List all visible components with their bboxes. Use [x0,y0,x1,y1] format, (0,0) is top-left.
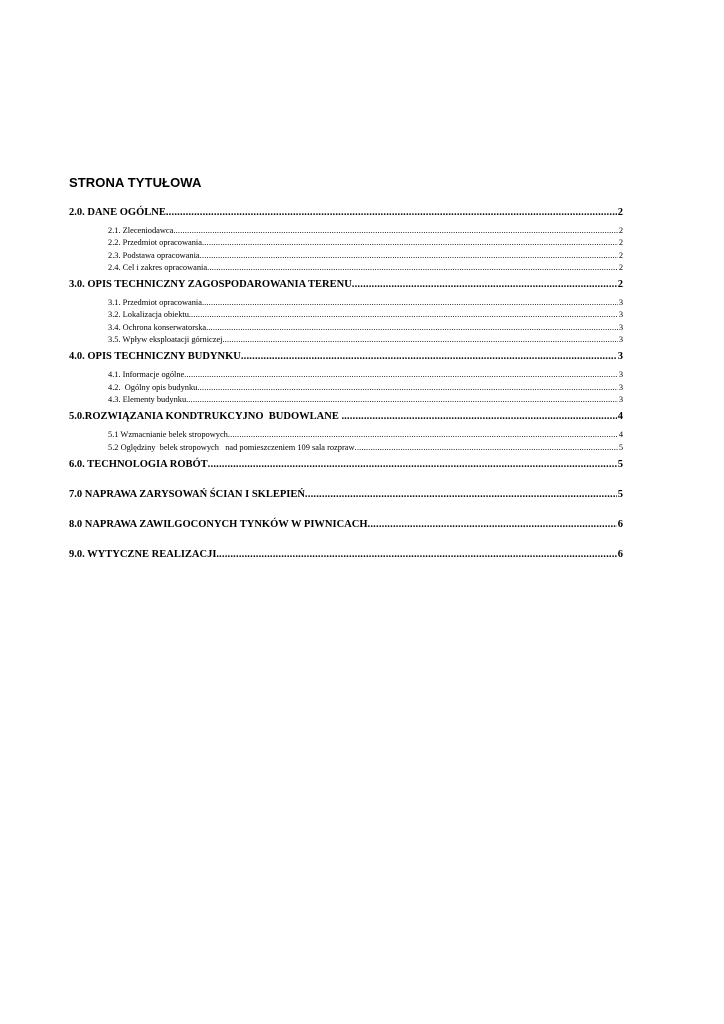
toc-item-label: 5.1 Wzmacnianie belek stropowych [108,430,228,440]
toc-page-number: 4 [618,430,623,440]
toc-item-label: 3.2. Lokalizacja obiektu. [108,310,192,320]
toc-section-6[interactable] [69,457,623,473]
toc-section-label: 8.0 NAPRAWA ZAWILGOCONYCH TYNKÓW W PIWNICACH [69,518,368,530]
toc-page-number: 2 [618,262,623,272]
toc-section-3[interactable] [69,277,623,293]
toc-item-4-1[interactable] [69,369,623,381]
dot-leader [173,225,617,237]
toc-item-2-2[interactable] [69,237,623,249]
toc-page-number: 6 [617,548,623,560]
dot-leader [219,547,617,563]
toc-item-5-2[interactable] [69,442,623,454]
dot-leader [208,457,617,473]
toc-page-number: 2 [618,238,623,248]
toc-section-label: 2.0. DANE OGÓLNE [69,207,166,218]
table-of-contents [69,205,623,563]
toc-section-9[interactable] [69,547,623,563]
dot-leader [197,382,617,394]
toc-page-number: 4 [617,411,623,423]
toc-item-label: 3.4. Ochrona konserwatorska. [108,322,209,332]
dot-leader [225,334,618,346]
toc-item-2-3[interactable] [69,250,623,262]
dot-leader [355,442,618,454]
dot-leader [191,309,618,321]
toc-section-5[interactable] [69,409,623,425]
dot-leader [204,297,618,309]
toc-item-4-2[interactable] [69,382,623,394]
toc-section-label: 5.0.ROZWIĄZANIA KONDTRUKCYJNO BUDOWLANE . [69,411,345,423]
toc-item-label: 2.2. Przedmiot opracowania [108,238,202,248]
toc-page-number: 3 [617,351,623,363]
toc-page-number: 2 [617,279,623,291]
toc-item-3-2[interactable] [69,309,623,321]
toc-item-label: 4.3. Elementy budynku. [108,394,189,404]
toc-page-number: 6 [617,518,623,530]
dot-leader [368,517,617,533]
toc-item-2-4[interactable] [69,262,623,274]
dot-leader [352,277,617,293]
toc-item-3-5[interactable] [69,334,623,346]
toc-item-label: 2.4. Cel i zakres opracowania [108,262,208,272]
toc-item-label: 4.1. Informacje ogólne. [108,370,187,380]
dot-leader [228,429,618,441]
toc-item-label: 3.1. Przedmiot opracowania. [108,298,205,308]
page-title: STRONA TYTUŁOWA [69,175,202,190]
dot-leader [166,205,617,221]
toc-section-label: 9.0. WYTYCZNE REALIZACJI. [69,548,220,560]
toc-item-5-1[interactable] [69,429,623,441]
toc-page-number: 2 [617,207,623,218]
toc-section-label: 6.0. TECHNOLOGIA ROBÓT [69,458,208,470]
toc-item-3-4[interactable] [69,322,623,334]
toc-item-3-1[interactable] [69,297,623,309]
toc-section-label: 7.0 NAPRAWA ZARYSOWAŃ ŚCIAN I SKLEPIEŃ [69,488,305,500]
toc-section-7[interactable] [69,487,623,503]
toc-item-label: 2.1. Zleceniodawca [108,226,174,235]
toc-page-number: 2 [618,226,623,235]
toc-page-number: 3 [618,335,623,345]
toc-page-number: 3 [618,322,623,332]
toc-item-4-3[interactable] [69,394,623,406]
toc-page-number: 3 [618,382,623,392]
toc-page-number: 3 [618,298,623,308]
dot-leader [241,349,617,365]
dot-leader [202,237,618,249]
toc-section-label: 3.0. OPIS TECHNICZNY ZAGOSPODAROWANIA TERENU [69,279,352,291]
dot-leader [207,262,618,274]
toc-item-label: 4.2. Ogólny opis budynku [108,382,198,392]
toc-section-label: 4.0. OPIS TECHNICZNY BUDYNKU [69,351,241,363]
dot-leader [344,409,617,425]
toc-item-2-1[interactable] [69,225,623,237]
toc-page-number: 3 [618,310,623,320]
toc-page-number: 5 [617,488,623,500]
toc-section-2[interactable] [69,205,623,221]
dot-leader [208,322,618,334]
toc-item-label: 2.3. Podstawa opracowania [108,250,200,260]
dot-leader [188,394,618,406]
toc-section-4[interactable] [69,349,623,365]
toc-item-label: 3.5. Wpływ eksploatacji górniczej. [108,335,225,345]
toc-page-number: 3 [618,370,623,380]
toc-page-number: 3 [618,394,623,404]
toc-page-number: 5 [617,458,623,470]
toc-item-label: 5.2 Oględziny belek stropowych nad pomieszczeniem 109 sala rozpraw [108,442,355,452]
dot-leader [200,250,618,262]
dot-leader [186,369,617,381]
toc-section-8[interactable] [69,517,623,533]
dot-leader [305,487,617,503]
toc-page-number: 5 [618,442,623,452]
toc-page-number: 2 [618,250,623,260]
